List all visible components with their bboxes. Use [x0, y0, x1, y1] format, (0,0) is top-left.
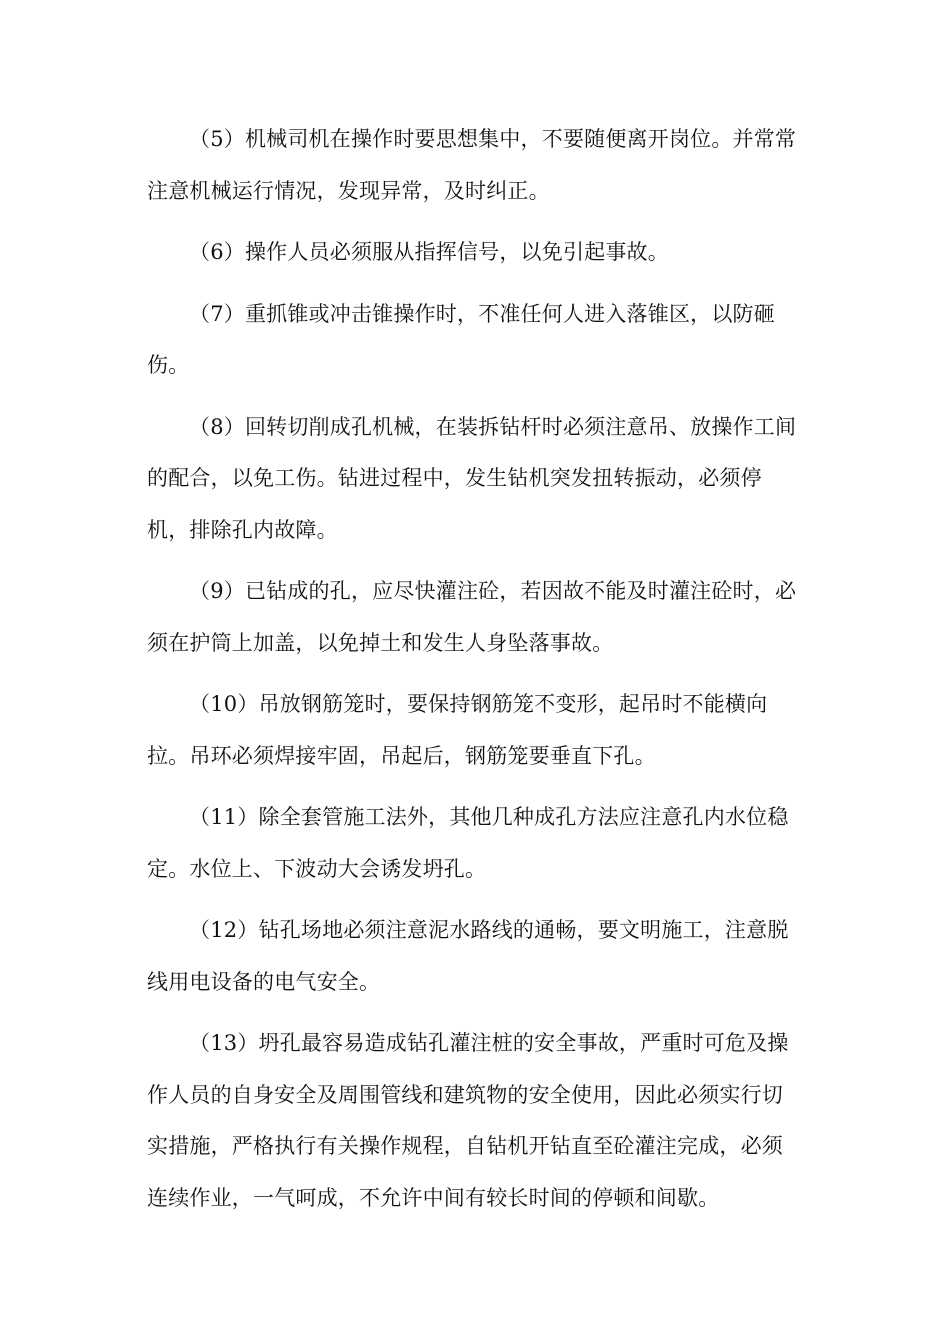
document-body [147, 114, 803, 1234]
paragraph-item-13: （13）坍孔最容易造成钻孔灌注桩的安全事故，严重时可危及操作人员的自身安全及周围管线和建筑物的安全使用，因此必须实行切实措施，严格执行有关操作规程，自钻机开钻直至砼灌注完成，必须连续作业，一气呵成，不允许中间有较长时间的停顿和间歇。 [147, 1031, 789, 1210]
paragraph-item-8: （8）回转切削成孔机械，在装拆钻杆时必须注意吊、放操作工间的配合，以免工伤。钻进过程中，发生钻机突发扭转振动，必须停机，排除孔内故障。 [147, 414, 797, 542]
paragraph-item-7: （7）重抓锥或冲击锥操作时，不准任何人进入落锥区，以防砸伤。 [147, 301, 775, 377]
paragraph-item-6: （6）操作人员必须服从指挥信号，以免引起事故。 [189, 240, 669, 264]
paragraph-item-10: （10）吊放钢筋笼时，要保持钢筋笼不变形，起吊时不能横向拉。吊环必须焊接牢固，吊起后，钢筋笼要垂直下孔。 [147, 692, 768, 768]
paragraph-item-11: （11）除全套管施工法外，其他几种成孔方法应注意孔内水位稳定。水位上、下波动大会诱发坍孔。 [147, 805, 789, 881]
paragraph-item-12: （12）钻孔场地必须注意泥水路线的通畅，要文明施工，注意脱线用电设备的电气安全。 [147, 918, 789, 994]
paragraph-item-9: （9）已钻成的孔，应尽快灌注砼，若因故不能及时灌注砼时，必须在护筒上加盖，以免掉土和发生人身坠落事故。 [147, 579, 797, 655]
paragraph-item-5: （5）机械司机在操作时要思想集中，不要随便离开岗位。并常常注意机械运行情况，发现异常，及时纠正。 [147, 127, 797, 203]
